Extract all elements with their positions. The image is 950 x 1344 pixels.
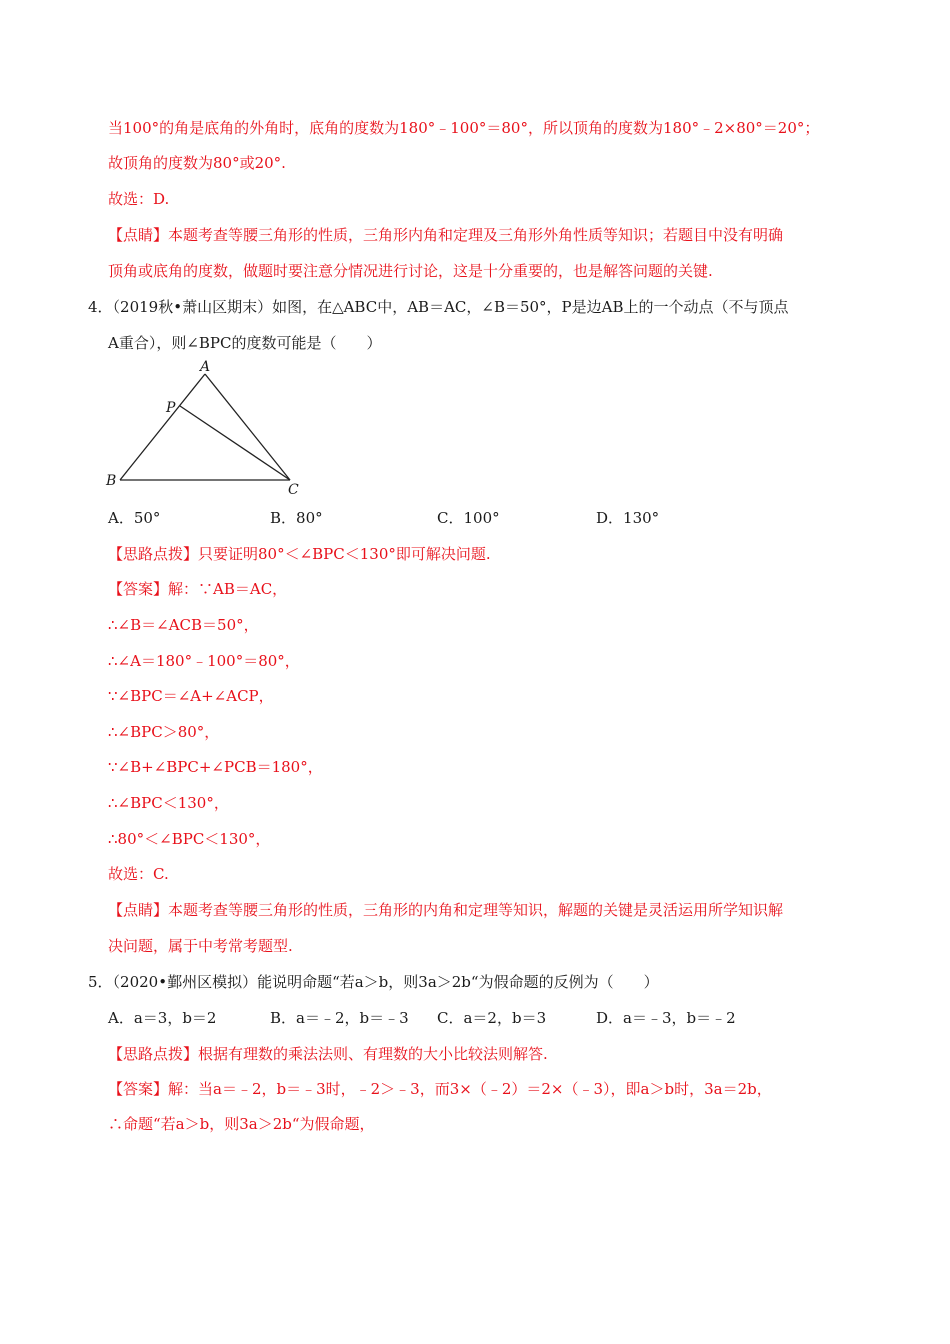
q4-answer-line-7: ∴∠BPC＜130°， [108,794,229,812]
label-p: P [166,400,176,416]
label-a: A [200,360,211,375]
label-b: B [106,473,117,489]
q4-answer-line-1: 【答案】解：∵AB＝AC， [108,580,288,598]
q5-option-c: C．a＝2，b＝3 [437,1009,547,1027]
q4-triangle-figure [100,360,320,500]
prev-comment-line-2: 顶角或底角的度数，做题时要注意分情况进行讨论，这是十分重要的，也是解答问题的关键. [108,262,713,280]
q5-answer-line-1: 【答案】解：当a＝﹣2，b＝﹣3时，﹣2＞﹣3，而3×（﹣2）＝2×（﹣3），即a＞b时，3a＝2b， [108,1080,772,1098]
prev-comment-line-1: 【点睛】本题考查等腰三角形的性质，三角形内角和定理及三角形外角性质等知识；若题目中没有明确 [108,226,784,244]
q4-answer-line-3: ∴∠A＝180°﹣100°＝80°， [108,652,300,670]
q5-answer-line-2: ∴命题“若a＞b，则3a＞2b“为假命题， [108,1115,375,1133]
side-ac [205,374,290,480]
q4-answer-line-8: ∴80°＜∠BPC＜130°， [108,830,271,848]
q4-option-c: C．100° [437,509,500,527]
q4-option-a: A．50° [108,509,161,527]
side-ab [120,374,205,480]
q4-option-d: D．130° [596,509,660,527]
q5-option-d: D．a＝﹣3，b＝﹣2 [596,1009,736,1027]
q4-comment-line-2: 决问题，属于中考常考题型. [108,937,293,955]
q4-answer-line-2: ∴∠B＝∠ACB＝50°， [108,616,259,634]
q4-answer-line-4: ∵∠BPC＝∠A+∠ACP， [108,687,274,705]
q5-hint: 【思路点拨】根据有理数的乘法法则、有理数的大小比较法则解答. [108,1045,548,1063]
q4-stem-line-1: 4．（2019秋•萧山区期末）如图，在△ABC中，AB＝AC，∠B＝50°，P是边AB上的一个动点（不与顶点 [88,298,789,316]
q4-answer-line-6: ∵∠B+∠BPC+∠PCB＝180°， [108,758,323,776]
label-c: C [288,482,299,498]
prev-choose: 故选：D. [108,190,170,208]
q5-option-a: A．a＝3，b＝2 [108,1009,217,1027]
q5-stem: 5．（2020•鄞州区模拟）能说明命题“若a＞b，则3a＞2b“为假命题的反例为（ ） [88,973,659,991]
prev-solution-line-2: 故顶角的度数为80°或20°. [108,154,286,172]
q4-option-b: B．80° [270,509,323,527]
q4-hint: 【思路点拨】只要证明80°＜∠BPC＜130°即可解决问题. [108,545,491,563]
q4-stem-line-2: A重合），则∠BPC的度数可能是（ ） [108,334,382,352]
prev-solution-line-1: 当100°的角是底角的外角时，底角的度数为180°﹣100°＝80°，所以顶角的度数为180°﹣2×80°＝20°； [108,119,820,137]
q5-option-b: B．a＝﹣2，b＝﹣3 [270,1009,409,1027]
q4-answer-line-5: ∴∠BPC＞80°， [108,723,220,741]
q4-comment-line-1: 【点睛】本题考查等腰三角形的性质，三角形的内角和定理等知识，解题的关键是灵活运用所学知识解 [108,901,784,919]
segment-pc [180,406,290,480]
q4-choose: 故选：C. [108,865,169,883]
